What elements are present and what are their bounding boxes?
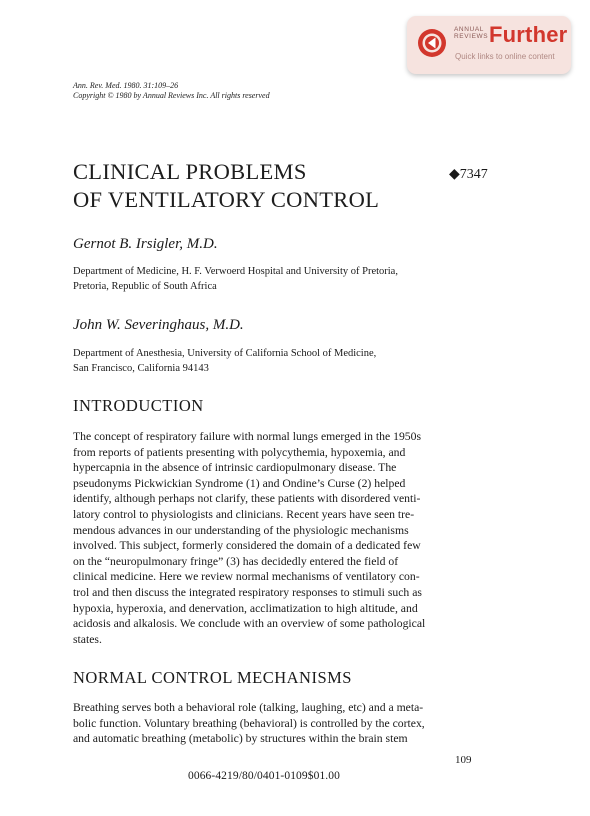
text-line: trol and then discuss the integrated respiratory responses to stimuli such as [73, 585, 422, 599]
text-line: states. [73, 632, 102, 646]
text-line: acidosis and alkalosis. We conclude with an overview of some pathological [73, 617, 426, 631]
annual-reviews-logo-icon [417, 28, 447, 58]
text-line: clinical medicine. Here we review normal mechanisms of ventilatory con- [73, 570, 420, 584]
text-line: identify, although perhaps not clarify, these patients with disordered venti- [73, 492, 421, 506]
text-line: hypoxia, hyperoxia, and denervation, acclimatization to high altitude, and [73, 601, 418, 615]
author-name: John W. Severinghaus, M.D. [73, 317, 244, 333]
title-line-1: CLINICAL PROBLEMS [73, 159, 307, 184]
text-line: The concept of respiratory failure with normal lungs emerged in the 1950s [73, 430, 422, 443]
text-line: Breathing serves both a behavioral role (talking, laughing, etc) and a meta- [73, 701, 424, 714]
text-line: mendous advances in our understanding of the physiologic mechanisms [73, 523, 409, 537]
copyright-line: Copyright © 1980 by Annual Reviews Inc. All rights reserved [73, 91, 270, 100]
text-line: and automatic breathing (metabolic) by structures within the brain stem [73, 732, 408, 746]
annual-reviews-further-badge[interactable] [407, 16, 571, 74]
author-name: Gernot B. Irsigler, M.D. [73, 236, 218, 252]
text-line: from reports of patients presenting with polycythemia, hypoxemia, and [73, 445, 406, 459]
citation-line: Ann. Rev. Med. 1980. 31:109–26 [73, 81, 179, 90]
page-number: 109 [455, 754, 472, 766]
text-line: pseudonyms Pickwickian Syndrome (1) and Ondine’s Curse (2) helped [73, 476, 406, 490]
author-affiliation: Department of Anesthesia, University of California School of Medicine, San Francisco, California 94143 [73, 348, 377, 374]
text-line: latory control to physiologists and clinicians. Recent years have seen tre- [73, 507, 415, 521]
title-line-2: OF VENTILATORY CONTROL [73, 187, 380, 212]
text-line: hypercapnia in the absence of intrinsic cardiopulmonary disease. The [73, 461, 397, 475]
badge-further-label: Further [489, 22, 568, 47]
section-heading: NORMAL CONTROL MECHANISMS [73, 668, 352, 687]
author-affiliation: Department of Medicine, H. F. Verwoerd Hospital and University of Pretoria, Pretoria, Republic of South Africa [73, 266, 398, 292]
section-heading: INTRODUCTION [73, 396, 204, 415]
badge-annual-text: ANNUAL REVIEWS [454, 26, 489, 40]
text-line: involved. This subject, formerly considered the domain of a dedicated few [73, 539, 421, 553]
introduction-paragraph [73, 429, 485, 647]
article-title [73, 158, 379, 214]
normal-control-paragraph [73, 700, 485, 747]
badge-subtitle: Quick links to online content [455, 52, 555, 61]
text-line: on the “neuropulmonary fringe” (3) has decidedly entered the field of [73, 554, 399, 568]
article-code: ◆7347 [449, 167, 488, 182]
footer-code: 0066-4219/80/0401-0109$01.00 [188, 770, 340, 782]
text-line: bolic function. Voluntary breathing (behavioral) is controlled by the cortex, [73, 716, 425, 730]
